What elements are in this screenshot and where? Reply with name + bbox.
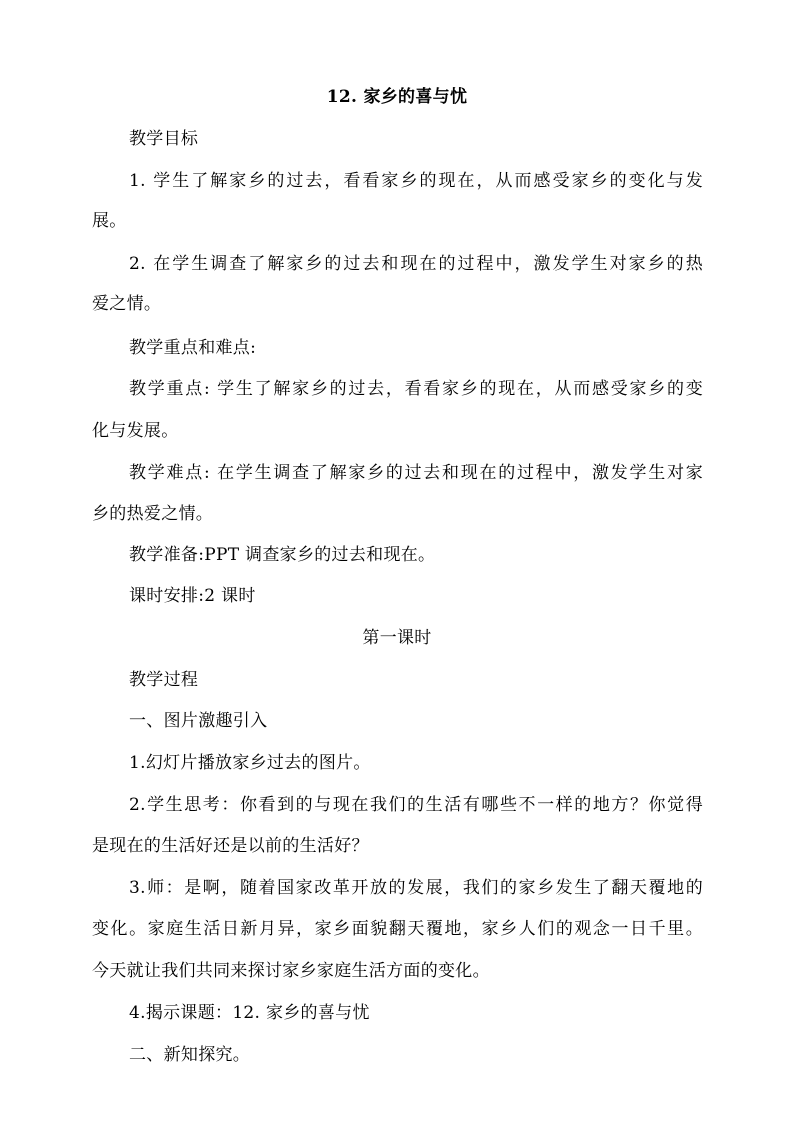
process-heading: 教学过程	[129, 670, 199, 690]
section-2-heading: 二、新知探究。	[129, 1045, 251, 1065]
goal-2-line-2: 爱之情。	[92, 294, 162, 314]
step-3-line-2: 变化。家庭生活日新月异，家乡面貌翻天覆地，家乡人们的观念一日千里。	[92, 919, 703, 939]
key-point-line-2: 化与发展。	[92, 421, 179, 441]
difficulty-line-2: 乡的热爱之情。	[92, 504, 214, 524]
preparation: 教学准备:PPT 调查家乡的过去和现在。	[129, 545, 436, 565]
step-3-line-3: 今天就让我们共同来探讨家乡家庭生活方面的变化。	[92, 961, 490, 981]
step-2-line-1: 2.学生思考：你看到的与现在我们的生活有哪些不一样的地方？你觉得	[129, 795, 703, 815]
goal-1-line-1: 1. 学生了解家乡的过去，看看家乡的现在，从而感受家乡的变化与发	[129, 171, 703, 191]
key-points-heading: 教学重点和难点:	[129, 338, 257, 358]
step-1: 1.幻灯片播放家乡过去的图片。	[129, 753, 371, 773]
goals-heading: 教学目标	[129, 129, 199, 149]
lesson-heading: 第一课时	[362, 628, 432, 648]
goal-2-line-1: 2. 在学生调查了解家乡的过去和现在的过程中，激发学生对家乡的热	[129, 254, 703, 274]
goal-1-line-2: 展。	[92, 211, 127, 231]
difficulty-line-1: 教学难点: 在学生调查了解家乡的过去和现在的过程中，激发学生对家	[129, 463, 703, 483]
section-1-heading: 一、图片激趣引入	[129, 711, 268, 731]
step-3-line-1: 3.师：是啊，随着国家改革开放的发展，我们的家乡发生了翻天覆地的	[129, 878, 703, 898]
step-2-line-2: 是现在的生活好还是以前的生活好？	[92, 836, 369, 856]
step-4: 4.揭示课题：12. 家乡的喜与忧	[129, 1003, 370, 1023]
key-point-line-1: 教学重点: 学生了解家乡的过去，看看家乡的现在，从而感受家乡的变	[129, 379, 703, 399]
schedule: 课时安排:2 课时	[129, 586, 256, 606]
page-title: 12. 家乡的喜与忧	[326, 87, 468, 107]
